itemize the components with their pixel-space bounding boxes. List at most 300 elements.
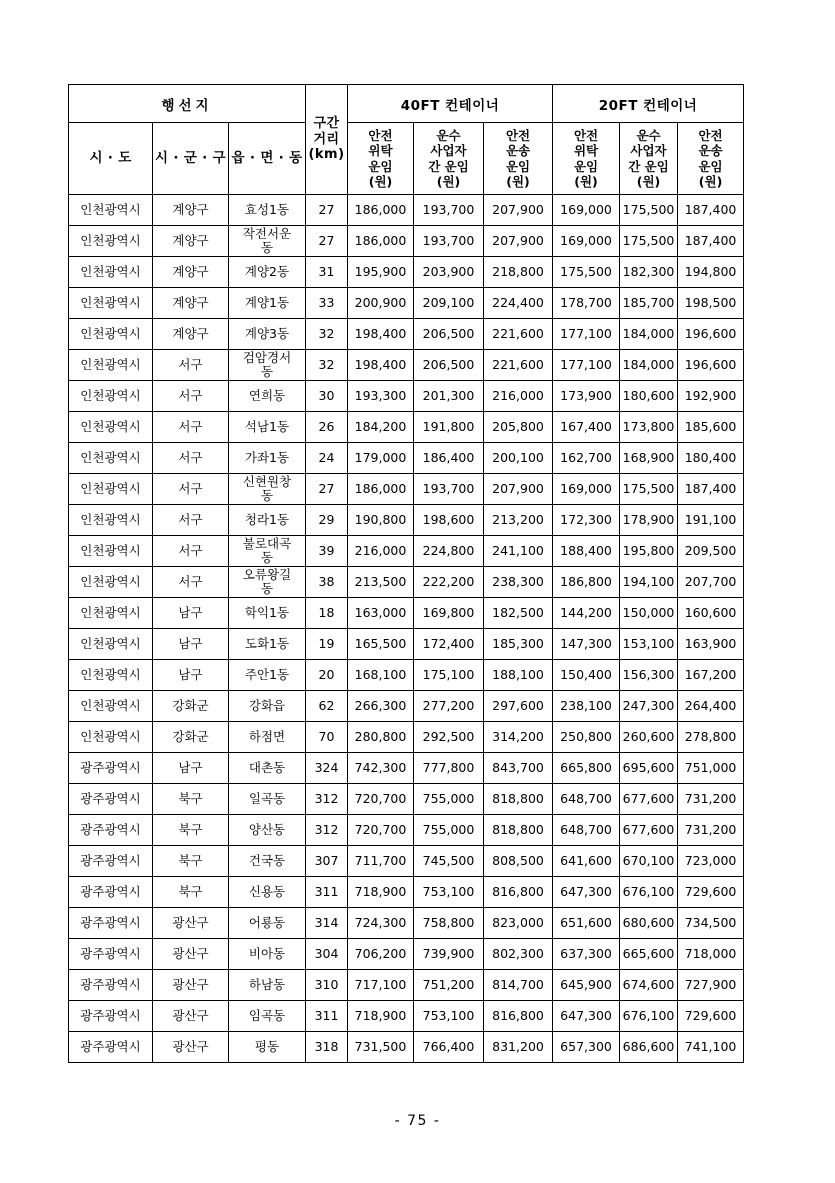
cell-40ft-safe-consign-fee: 165,500 [348,629,414,660]
header-distance-line1: 구간 [313,115,340,131]
cell-20ft-safe-consign-fee: 641,600 [553,846,620,877]
cell-40ft-safe-transport-fee: 207,900 [484,474,553,505]
cell-sido: 인천광역시 [69,443,153,474]
cell-20ft-safe-consign-fee: 178,700 [553,288,620,319]
table-row [69,753,744,784]
cell-20ft-carrier-fee: 677,600 [620,815,678,846]
cell-eupmyeondong: 평동 [229,1032,306,1063]
cell-distance-km: 30 [306,381,348,412]
cell-distance-km: 312 [306,815,348,846]
cell-distance-km: 19 [306,629,348,660]
cell-eupmyeondong: 임곡동 [229,1001,306,1032]
cell-eupmyeondong: 효성1동 [229,195,306,226]
header-line: 운송 [505,143,531,158]
table-row [69,1032,744,1063]
cell-20ft-safe-transport-fee: 264,400 [678,691,744,722]
cell-20ft-carrier-fee: 680,600 [620,908,678,939]
cell-40ft-safe-consign-fee: 266,300 [348,691,414,722]
cell-40ft-safe-consign-fee: 711,700 [348,846,414,877]
cell-sido: 인천광역시 [69,691,153,722]
cell-eupmyeondong: 주안1동 [229,660,306,691]
cell-distance-km: 311 [306,877,348,908]
cell-20ft-carrier-fee: 247,300 [620,691,678,722]
cell-20ft-safe-consign-fee: 665,800 [553,753,620,784]
cell-40ft-carrier-fee: 755,000 [414,784,484,815]
cell-distance-km: 27 [306,474,348,505]
cell-20ft-carrier-fee: 184,000 [620,350,678,381]
cell-sigungu: 광산구 [153,1032,229,1063]
cell-20ft-safe-consign-fee: 172,300 [553,505,620,536]
cell-20ft-safe-transport-fee: 180,400 [678,443,744,474]
cell-40ft-carrier-fee: 186,400 [414,443,484,474]
table-row [69,1001,744,1032]
cell-40ft-safe-transport-fee: 221,600 [484,319,553,350]
cell-20ft-safe-consign-fee: 150,400 [553,660,620,691]
header-line: 안전 [698,127,723,143]
cell-40ft-safe-consign-fee: 720,700 [348,815,414,846]
header-line: 운임 [573,158,599,174]
cell-sido: 인천광역시 [69,350,153,381]
header-40ft-carrier-fee [414,123,484,195]
header-line: 운수 [436,127,461,143]
cell-20ft-carrier-fee: 676,100 [620,877,678,908]
cell-40ft-safe-transport-fee: 818,800 [484,784,553,815]
cell-distance-km: 311 [306,1001,348,1032]
cell-eupmyeondong: 연희동 [229,381,306,412]
cell-20ft-safe-transport-fee: 194,800 [678,257,744,288]
cell-20ft-safe-transport-fee: 278,800 [678,722,744,753]
cell-eupmyeondong: 하남동 [229,970,306,1001]
cell-40ft-safe-consign-fee: 717,100 [348,970,414,1001]
cell-sigungu: 광산구 [153,1001,229,1032]
header-line: 간 운임 [628,158,669,174]
cell-20ft-carrier-fee: 670,100 [620,846,678,877]
cell-20ft-safe-transport-fee: 163,900 [678,629,744,660]
cell-20ft-safe-transport-fee: 718,000 [678,939,744,970]
cell-sigungu: 남구 [153,598,229,629]
cell-20ft-safe-transport-fee: 187,400 [678,474,744,505]
header-20ft-safe-transport-fee [678,123,744,195]
cell-sigungu: 남구 [153,753,229,784]
cell-20ft-carrier-fee: 180,600 [620,381,678,412]
cell-40ft-safe-consign-fee: 198,400 [348,319,414,350]
cell-20ft-carrier-fee: 665,600 [620,939,678,970]
cell-40ft-carrier-fee: 201,300 [414,381,484,412]
cell-eupmyeondong: 신용동 [229,877,306,908]
header-sigungu: 시 · 군 · 구 [153,123,229,195]
cell-sido: 인천광역시 [69,722,153,753]
cell-eupmyeondong [229,536,306,567]
header-line: (원) [698,174,723,189]
cell-40ft-safe-consign-fee: 280,800 [348,722,414,753]
header-line: 운임 [368,158,393,174]
cell-20ft-safe-transport-fee: 167,200 [678,660,744,691]
cell-40ft-carrier-fee: 777,800 [414,753,484,784]
cell-20ft-carrier-fee: 676,100 [620,1001,678,1032]
cell-20ft-carrier-fee: 695,600 [620,753,678,784]
cell-40ft-safe-transport-fee: 808,500 [484,846,553,877]
table-header [69,85,744,195]
cell-40ft-safe-consign-fee: 186,000 [348,195,414,226]
cell-20ft-safe-transport-fee: 209,500 [678,536,744,567]
cell-40ft-safe-consign-fee: 198,400 [348,350,414,381]
cell-eupmyeondong: 건국동 [229,846,306,877]
cell-20ft-safe-consign-fee: 657,300 [553,1032,620,1063]
header-distance-unit: (km) [308,147,345,163]
cell-20ft-safe-transport-fee: 196,600 [678,319,744,350]
cell-sido: 인천광역시 [69,288,153,319]
header-line: 안전 [573,127,599,143]
cell-sigungu: 서구 [153,536,229,567]
cell-sido: 광주광역시 [69,908,153,939]
cell-40ft-carrier-fee: 175,100 [414,660,484,691]
cell-40ft-safe-transport-fee: 213,200 [484,505,553,536]
cell-40ft-carrier-fee: 193,700 [414,226,484,257]
page-number: - 75 - [394,1113,441,1129]
table-row [69,970,744,1001]
cell-sido: 인천광역시 [69,629,153,660]
cell-sigungu: 강화군 [153,722,229,753]
cell-eupmyeondong: 청라1동 [229,505,306,536]
cell-40ft-carrier-fee: 198,600 [414,505,484,536]
cell-40ft-carrier-fee: 739,900 [414,939,484,970]
table-row [69,319,744,350]
cell-20ft-safe-transport-fee: 751,000 [678,753,744,784]
cell-40ft-safe-consign-fee: 718,900 [348,1001,414,1032]
cell-40ft-safe-consign-fee: 193,300 [348,381,414,412]
cell-40ft-safe-transport-fee: 216,000 [484,381,553,412]
cell-20ft-safe-consign-fee: 188,400 [553,536,620,567]
cell-40ft-carrier-fee: 224,800 [414,536,484,567]
cell-40ft-safe-consign-fee: 190,800 [348,505,414,536]
cell-text-line: 검암경서 [242,350,292,365]
table-row [69,877,744,908]
cell-sigungu: 서구 [153,350,229,381]
table-row [69,195,744,226]
cell-40ft-carrier-fee: 753,100 [414,877,484,908]
cell-40ft-safe-transport-fee: 185,300 [484,629,553,660]
cell-40ft-carrier-fee: 753,100 [414,1001,484,1032]
cell-40ft-safe-transport-fee: 207,900 [484,226,553,257]
header-20ft-group: 20FT 컨테이너 [553,85,744,123]
cell-distance-km: 307 [306,846,348,877]
cell-eupmyeondong: 가좌1동 [229,443,306,474]
table-row [69,288,744,319]
table-row [69,443,744,474]
cell-20ft-carrier-fee: 677,600 [620,784,678,815]
header-line: 운임 [698,158,723,174]
cell-20ft-safe-consign-fee: 147,300 [553,629,620,660]
cell-sido: 광주광역시 [69,815,153,846]
table-row [69,536,744,567]
cell-20ft-carrier-fee: 194,100 [620,567,678,598]
cell-20ft-carrier-fee: 184,000 [620,319,678,350]
cell-40ft-carrier-fee: 203,900 [414,257,484,288]
cell-20ft-safe-transport-fee: 187,400 [678,195,744,226]
cell-40ft-safe-transport-fee: 200,100 [484,443,553,474]
cell-distance-km: 27 [306,195,348,226]
cell-eupmyeondong: 일곡동 [229,784,306,815]
cell-eupmyeondong: 계양3동 [229,319,306,350]
cell-eupmyeondong: 비아동 [229,939,306,970]
table-row [69,815,744,846]
cell-40ft-safe-consign-fee: 163,000 [348,598,414,629]
cell-sigungu: 계양구 [153,226,229,257]
cell-20ft-safe-consign-fee: 169,000 [553,474,620,505]
cell-sigungu: 계양구 [153,288,229,319]
cell-20ft-carrier-fee: 195,800 [620,536,678,567]
cell-20ft-safe-transport-fee: 198,500 [678,288,744,319]
cell-sido: 인천광역시 [69,226,153,257]
cell-sigungu: 북구 [153,846,229,877]
cell-40ft-carrier-fee: 745,500 [414,846,484,877]
cell-40ft-carrier-fee: 751,200 [414,970,484,1001]
table-row [69,474,744,505]
cell-20ft-safe-transport-fee: 185,600 [678,412,744,443]
header-sub-row [69,123,744,195]
cell-40ft-carrier-fee: 172,400 [414,629,484,660]
header-line: (원) [436,174,461,189]
cell-40ft-safe-transport-fee: 816,800 [484,1001,553,1032]
cell-sido: 인천광역시 [69,195,153,226]
table-row [69,722,744,753]
header-40ft-group: 40FT 컨테이너 [348,85,553,123]
table-row [69,505,744,536]
table-row [69,939,744,970]
cell-20ft-safe-consign-fee: 637,300 [553,939,620,970]
cell-eupmyeondong [229,567,306,598]
cell-40ft-safe-transport-fee: 843,700 [484,753,553,784]
header-distance [306,85,348,195]
cell-20ft-safe-transport-fee: 727,900 [678,970,744,1001]
cell-20ft-safe-transport-fee: 731,200 [678,815,744,846]
cell-40ft-carrier-fee: 766,400 [414,1032,484,1063]
cell-40ft-safe-consign-fee: 706,200 [348,939,414,970]
table-row [69,350,744,381]
table-row [69,784,744,815]
cell-text-line: 작전서운 [242,226,292,241]
cell-text-line: 동 [260,581,274,596]
cell-text-line: 동 [260,488,274,503]
cell-distance-km: 31 [306,257,348,288]
table-row [69,412,744,443]
cell-40ft-carrier-fee: 206,500 [414,350,484,381]
cell-20ft-carrier-fee: 153,100 [620,629,678,660]
cell-eupmyeondong: 어룡동 [229,908,306,939]
cell-20ft-safe-consign-fee: 647,300 [553,1001,620,1032]
header-line: 운송 [698,143,723,158]
cell-40ft-safe-transport-fee: 218,800 [484,257,553,288]
cell-sido: 인천광역시 [69,474,153,505]
cell-sigungu: 서구 [153,474,229,505]
cell-distance-km: 24 [306,443,348,474]
cell-20ft-safe-consign-fee: 144,200 [553,598,620,629]
cell-20ft-safe-transport-fee: 191,100 [678,505,744,536]
cell-sido: 인천광역시 [69,381,153,412]
cell-40ft-carrier-fee: 206,500 [414,319,484,350]
header-20ft-safe-consign-fee [553,123,620,195]
header-40ft-safe-consign-fee [348,123,414,195]
cell-sido: 광주광역시 [69,970,153,1001]
header-eupmyeondong: 읍 · 면 · 동 [229,123,306,195]
table-row [69,908,744,939]
cell-40ft-safe-consign-fee: 718,900 [348,877,414,908]
cell-20ft-safe-transport-fee: 729,600 [678,1001,744,1032]
cell-sigungu: 서구 [153,505,229,536]
cell-20ft-carrier-fee: 185,700 [620,288,678,319]
cell-eupmyeondong: 학익1동 [229,598,306,629]
cell-40ft-carrier-fee: 292,500 [414,722,484,753]
cell-20ft-safe-transport-fee: 207,700 [678,567,744,598]
cell-sido: 광주광역시 [69,877,153,908]
cell-40ft-safe-consign-fee: 184,200 [348,412,414,443]
cell-20ft-carrier-fee: 260,600 [620,722,678,753]
cell-40ft-safe-consign-fee: 168,100 [348,660,414,691]
cell-sigungu: 계양구 [153,257,229,288]
cell-40ft-safe-consign-fee: 742,300 [348,753,414,784]
cell-40ft-carrier-fee: 193,700 [414,474,484,505]
table-row [69,567,744,598]
header-40ft-safe-transport-fee [484,123,553,195]
cell-20ft-carrier-fee: 175,500 [620,474,678,505]
cell-20ft-safe-transport-fee: 741,100 [678,1032,744,1063]
cell-eupmyeondong: 하점면 [229,722,306,753]
cell-20ft-carrier-fee: 175,500 [620,226,678,257]
cell-distance-km: 18 [306,598,348,629]
cell-sigungu: 서구 [153,412,229,443]
cell-sido: 광주광역시 [69,753,153,784]
header-distance-line2: 거리 [313,131,340,147]
cell-sido: 광주광역시 [69,1032,153,1063]
cell-40ft-safe-consign-fee: 724,300 [348,908,414,939]
cell-sigungu: 남구 [153,629,229,660]
cell-eupmyeondong: 석남1동 [229,412,306,443]
cell-20ft-safe-transport-fee: 192,900 [678,381,744,412]
cell-20ft-safe-consign-fee: 169,000 [553,195,620,226]
cell-40ft-carrier-fee: 277,200 [414,691,484,722]
cell-sido: 인천광역시 [69,257,153,288]
cell-sigungu: 광산구 [153,939,229,970]
cell-distance-km: 32 [306,319,348,350]
cell-20ft-safe-consign-fee: 177,100 [553,319,620,350]
cell-40ft-carrier-fee: 193,700 [414,195,484,226]
cell-40ft-safe-transport-fee: 314,200 [484,722,553,753]
cell-text-line: 동 [260,364,274,379]
cell-20ft-safe-transport-fee: 160,600 [678,598,744,629]
cell-20ft-safe-consign-fee: 250,800 [553,722,620,753]
cell-20ft-carrier-fee: 178,900 [620,505,678,536]
cell-20ft-carrier-fee: 150,000 [620,598,678,629]
cell-40ft-safe-consign-fee: 186,000 [348,226,414,257]
cell-text-line: 신현원창 [242,474,292,489]
cell-40ft-safe-transport-fee: 182,500 [484,598,553,629]
table-row [69,598,744,629]
cell-distance-km: 38 [306,567,348,598]
cell-40ft-safe-transport-fee: 814,700 [484,970,553,1001]
cell-40ft-safe-consign-fee: 179,000 [348,443,414,474]
cell-40ft-safe-transport-fee: 224,400 [484,288,553,319]
cell-distance-km: 26 [306,412,348,443]
cell-eupmyeondong: 도화1동 [229,629,306,660]
header-sido: 시 · 도 [69,123,153,195]
cell-distance-km: 314 [306,908,348,939]
cell-40ft-safe-transport-fee: 818,800 [484,815,553,846]
cell-20ft-safe-consign-fee: 647,300 [553,877,620,908]
cell-eupmyeondong: 강화읍 [229,691,306,722]
cell-sigungu: 계양구 [153,195,229,226]
header-line: 안전 [368,127,393,143]
cell-eupmyeondong [229,474,306,505]
cell-40ft-safe-transport-fee: 188,100 [484,660,553,691]
cell-20ft-carrier-fee: 686,600 [620,1032,678,1063]
cell-20ft-safe-consign-fee: 648,700 [553,815,620,846]
table-row [69,381,744,412]
cell-20ft-safe-consign-fee: 167,400 [553,412,620,443]
header-line: 운수 [636,127,661,143]
cell-40ft-safe-consign-fee: 720,700 [348,784,414,815]
cell-40ft-safe-consign-fee: 216,000 [348,536,414,567]
cell-text-line: 불로대곡 [242,536,292,551]
cell-sigungu: 서구 [153,567,229,598]
cell-text-line: 동 [260,240,274,255]
cell-40ft-safe-transport-fee: 823,000 [484,908,553,939]
cell-20ft-safe-consign-fee: 651,600 [553,908,620,939]
cell-20ft-safe-consign-fee: 238,100 [553,691,620,722]
cell-eupmyeondong [229,350,306,381]
cell-sigungu: 서구 [153,381,229,412]
cell-40ft-carrier-fee: 755,000 [414,815,484,846]
header-line: 운임 [505,158,531,174]
cell-sigungu: 광산구 [153,908,229,939]
cell-40ft-safe-transport-fee: 816,800 [484,877,553,908]
table-row [69,257,744,288]
cell-sido: 인천광역시 [69,567,153,598]
header-group-row [69,85,744,123]
cell-20ft-safe-consign-fee: 648,700 [553,784,620,815]
cell-sigungu: 강화군 [153,691,229,722]
table-row [69,846,744,877]
cell-20ft-safe-transport-fee: 196,600 [678,350,744,381]
cell-distance-km: 20 [306,660,348,691]
cell-sigungu: 북구 [153,877,229,908]
cell-sido: 인천광역시 [69,319,153,350]
header-line: 간 운임 [428,158,469,174]
cell-20ft-carrier-fee: 168,900 [620,443,678,474]
cell-sido: 광주광역시 [69,1001,153,1032]
cell-sigungu: 광산구 [153,970,229,1001]
cell-40ft-safe-consign-fee: 186,000 [348,474,414,505]
table-row [69,226,744,257]
cell-40ft-safe-consign-fee: 200,900 [348,288,414,319]
cell-20ft-safe-transport-fee: 723,000 [678,846,744,877]
freight-rate-table [68,84,744,1063]
cell-20ft-carrier-fee: 674,600 [620,970,678,1001]
header-line: 안전 [505,127,531,143]
cell-sigungu: 북구 [153,784,229,815]
cell-eupmyeondong: 계양2동 [229,257,306,288]
cell-40ft-carrier-fee: 222,200 [414,567,484,598]
cell-sido: 인천광역시 [69,536,153,567]
cell-20ft-safe-consign-fee: 162,700 [553,443,620,474]
cell-sigungu: 서구 [153,443,229,474]
cell-sido: 광주광역시 [69,846,153,877]
cell-text-line: 동 [260,550,274,565]
cell-eupmyeondong [229,226,306,257]
cell-20ft-safe-transport-fee: 734,500 [678,908,744,939]
cell-40ft-safe-transport-fee: 802,300 [484,939,553,970]
cell-20ft-safe-consign-fee: 173,900 [553,381,620,412]
cell-distance-km: 318 [306,1032,348,1063]
